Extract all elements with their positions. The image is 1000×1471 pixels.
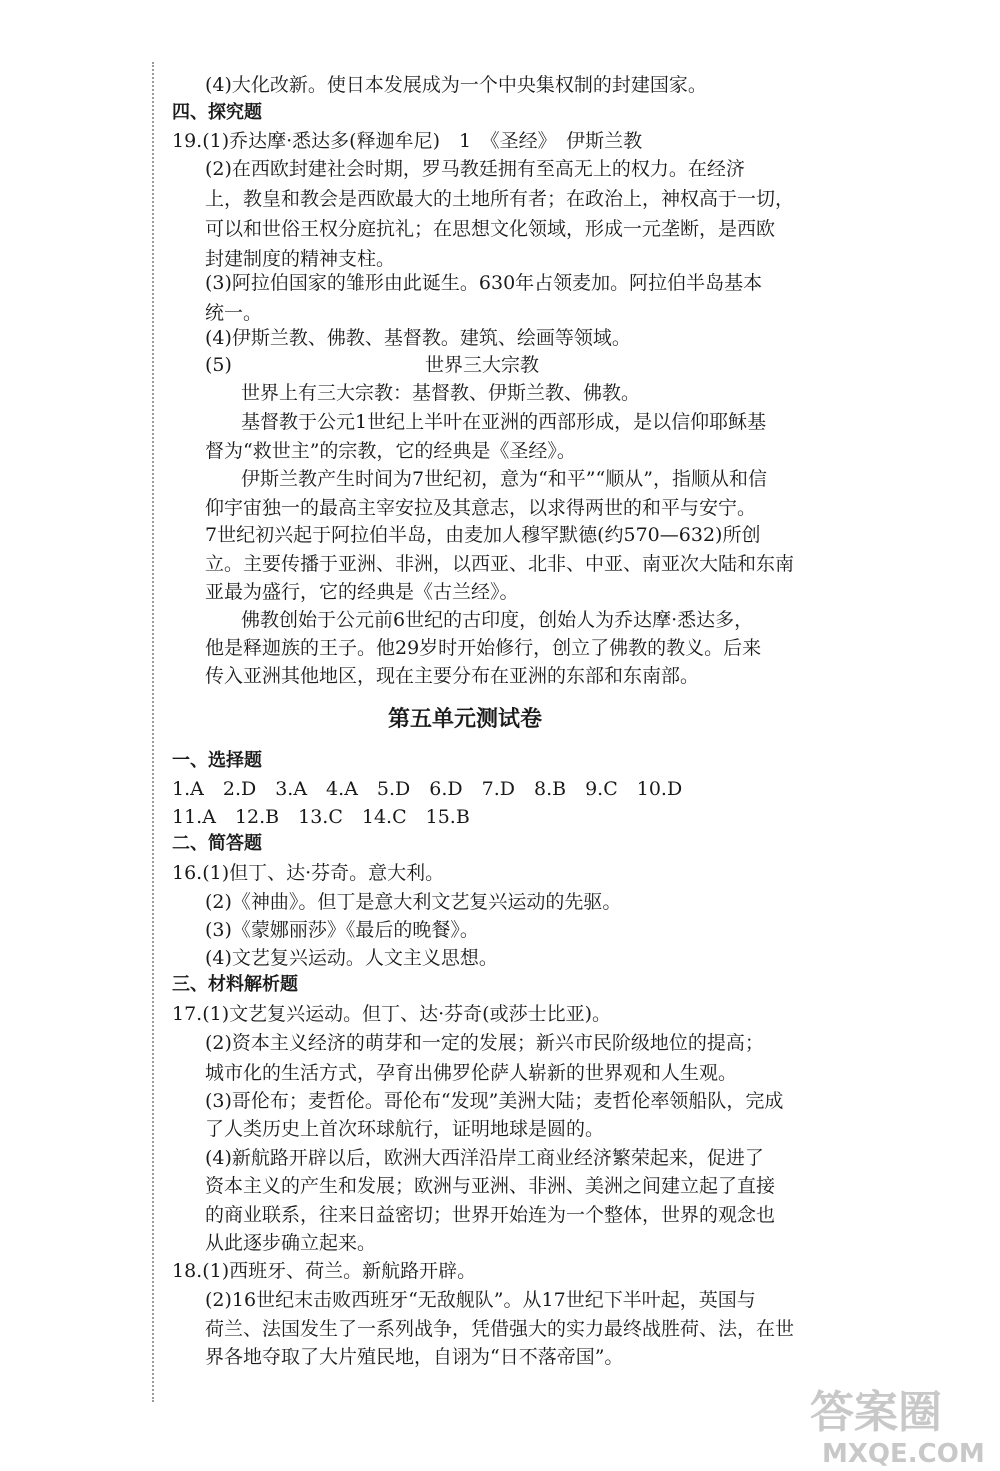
- essay-line: 传入亚洲其他地区，现在主要分布在亚洲的东部和东南部。: [205, 665, 700, 687]
- section-heading-inquiry: 四、探究题: [172, 102, 262, 123]
- essay-line: 立。主要传播于亚洲、非洲，以西亚、北非、中亚、南亚次大陆和东南: [205, 553, 795, 575]
- section-heading-short-answer: 二、简答题: [172, 833, 262, 854]
- answer-17-line: (2)资本主义经济的萌芽和一定的发展；新兴市民阶级地位的提高；: [205, 1032, 764, 1054]
- answer-19-4: (4)伊斯兰教、佛教、基督教。建筑、绘画等领域。: [205, 327, 631, 349]
- section-heading-choice: 一、选择题: [172, 750, 262, 771]
- essay-line: 基督教于公元1世纪上半叶在亚洲的西部形成，是以信仰耶稣基: [241, 411, 767, 433]
- answer-18-4: (4)大化改新。使日本发展成为一个中央集权制的封建国家。: [205, 74, 707, 96]
- essay-line: 世界上有三大宗教：基督教、伊斯兰教、佛教。: [241, 382, 641, 404]
- answer-18-1: 18.(1)西班牙、荷兰。新航路开辟。: [172, 1260, 477, 1282]
- answer-19-2-line: 封建制度的精神支柱。: [205, 248, 396, 270]
- answer-17-line: (4)新航路开辟以后，欧洲大西洋沿岸工商业经济繁荣起来，促进了: [205, 1147, 764, 1169]
- choice-answers-row: 11.A 12.B 13.C 14.C 15.B: [172, 806, 470, 828]
- answer-18-2-line: 界各地夺取了大片殖民地，自诩为“日不落帝国”。: [205, 1346, 624, 1368]
- answer-16-line: (4)文艺复兴运动。人文主义思想。: [205, 947, 498, 969]
- answer-16-line: (2)《神曲》。但丁是意大利文艺复兴运动的先驱。: [205, 891, 622, 913]
- answer-19-1: 19.(1)乔达摩·悉达多(释迦牟尼) 1 《圣经》 伊斯兰教: [172, 130, 643, 152]
- answer-18-2-line: 荷兰、法国发生了一系列战争，凭借强大的实力最终战胜荷、法，在世: [205, 1318, 795, 1340]
- essay-line: 伊斯兰教产生时间为7世纪初，意为“和平”“顺从”，指顺从和信: [241, 468, 767, 490]
- answer-19-3-line: (3)阿拉伯国家的雏形由此诞生。630年占领麦加。阿拉伯半岛基本: [205, 272, 763, 294]
- essay-line: 督为“救世主”的宗教，它的经典是《圣经》。: [205, 440, 576, 462]
- answer-19-2-line: 上，教皇和教会是西欧最大的土地所有者；在政治上，神权高于一切，: [205, 188, 795, 210]
- essay-line: 佛教创始于公元前6世纪的古印度，创始人为乔达摩·悉达多，: [241, 609, 754, 631]
- watermark-cn-text: 答案圈: [810, 1387, 942, 1438]
- answer-16-line: 16.(1)但丁、达·芬奇。意大利。: [172, 862, 445, 884]
- answer-17-line: 了人类历史上首次环球航行，证明地球是圆的。: [205, 1118, 605, 1140]
- answer-17-line: 的商业联系，往来日益密切；世界开始连为一个整体，世界的观念也: [205, 1204, 776, 1226]
- essay-line: 亚最为盛行，它的经典是《古兰经》。: [205, 581, 519, 603]
- answer-16-line: (3)《蒙娜丽莎》《最后的晚餐》。: [205, 919, 479, 941]
- answer-17-line: 资本主义的产生和发展；欧洲与亚洲、非洲、美洲之间建立起了直接: [205, 1175, 776, 1197]
- watermark-en-text: MXQE.COM: [822, 1439, 985, 1469]
- essay-line: 仰宇宙独一的最高主宰安拉及其意志，以求得两世的和平与安宁。: [205, 497, 757, 519]
- essay-heading: 世界三大宗教: [425, 354, 540, 376]
- answer-17-1: 17.(1)文艺复兴运动。但丁、达·芬奇(或莎士比亚)。: [172, 1003, 611, 1025]
- answer-18-2-line: (2)16世纪末击败西班牙“无敌舰队”。从17世纪下半叶起，英国与: [205, 1289, 756, 1311]
- answer-19-5-label: (5): [205, 354, 232, 376]
- essay-line: 他是释迦族的王子。他29岁时开始修行，创立了佛教的教义。后来: [205, 637, 762, 659]
- answer-19-3-line: 统一。: [205, 302, 263, 324]
- site-watermark: [800, 1372, 1000, 1471]
- answer-17-line: 从此逐步确立起来。: [205, 1232, 377, 1254]
- answer-17-line: 城市化的生活方式，孕育出佛罗伦萨人崭新的世界观和人生观。: [205, 1062, 738, 1084]
- answer-17-line: (3)哥伦布；麦哲伦。哥伦布“发现”美洲大陆；麦哲伦率领船队，完成: [205, 1090, 784, 1112]
- section-heading-material: 三、材料解析题: [172, 974, 298, 995]
- choice-answers-row: 1.A 2.D 3.A 4.A 5.D 6.D 7.D 8.B 9.C 10.D: [172, 778, 683, 800]
- essay-line: 7世纪初兴起于阿拉伯半岛，由麦加人穆罕默德(约570—632)所创: [205, 524, 761, 546]
- unit5-title: 第五单元测试卷: [387, 707, 542, 732]
- answer-19-2-line: (2)在西欧封建社会时期，罗马教廷拥有至高无上的权力。在经济: [205, 158, 745, 180]
- answer-19-2-line: 可以和世俗王权分庭抗礼；在思想文化领域，形成一元垄断，是西欧: [205, 218, 776, 240]
